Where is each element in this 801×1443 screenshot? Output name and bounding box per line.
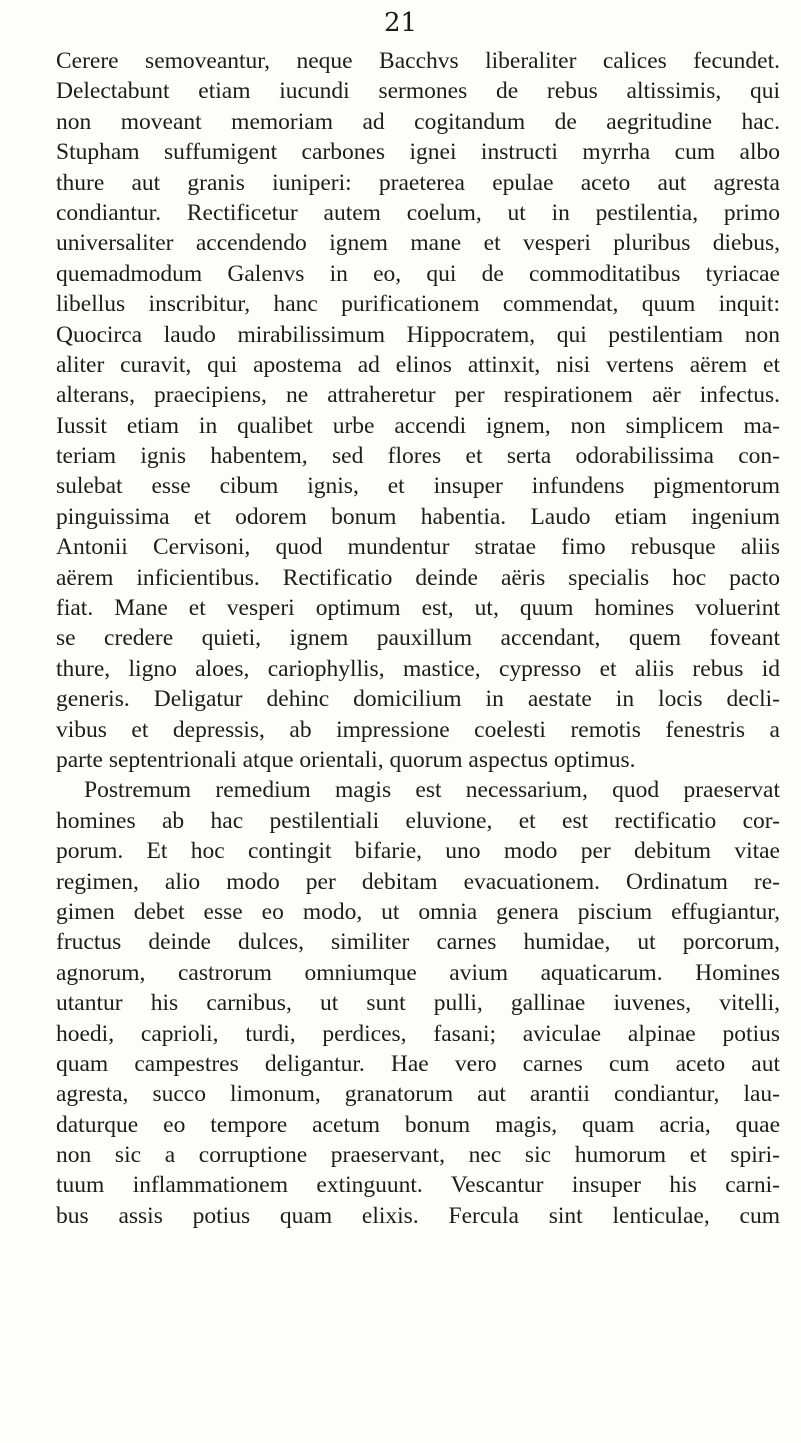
- text-line: condiantur. Rectificetur autem coelum, ut in pestilentia, primo: [56, 199, 780, 226]
- text-line: porum. Et hoc contingit bifarie, uno modo per debitum vitae: [56, 838, 780, 865]
- text-line: regimen, alio modo per debitam evacuationem. Ordinatum re-: [56, 868, 780, 895]
- text-line: utantur his carnibus, ut sunt pulli, gallinae iuvenes, vitelli,: [56, 990, 780, 1017]
- text-line: Postremum remedium magis est necessarium, quod praeservat: [84, 777, 780, 804]
- text-line: libellus inscribitur, hanc purificationem commendat, quum inquit:: [56, 291, 780, 318]
- text-line: agresta, succo limonum, granatorum aut arantii condiantur, lau-: [56, 1081, 780, 1108]
- text-line: Delectabunt etiam iucundi sermones de rebus altissimis, qui: [56, 78, 780, 105]
- text-line: hoedi, caprioli, turdi, perdices, fasani; aviculae alpinae potius: [56, 1020, 780, 1047]
- page-number: 21: [383, 8, 418, 38]
- text-line: quemadmodum Galenvs in eo, qui de commoditatibus tyriacae: [56, 260, 780, 287]
- text-line: non moveant memoriam ad cogitandum de aegritudine hac.: [56, 108, 780, 135]
- text-line: fructus deinde dulces, similiter carnes humidae, ut porcorum,: [56, 929, 780, 956]
- text-line: thure, ligno aloes, cariophyllis, mastice, cypresso et aliis rebus id: [56, 655, 780, 682]
- text-line: agnorum, castrorum omniumque avium aquaticarum. Homines: [56, 959, 780, 986]
- text-line: alterans, praecipiens, ne attraheretur per respirationem aër infectus.: [56, 382, 780, 409]
- body-text: [56, 46, 780, 1231]
- text-line: daturque eo tempore acetum bonum magis, quam acria, quae: [56, 1111, 780, 1138]
- text-line: Cerere semoveantur, neque Bacchvs liberaliter calices fecundet.: [56, 48, 780, 74]
- text-line: Stupham suffumigent carbones ignei instructi myrrha cum albo: [56, 139, 780, 166]
- text-line: tuum inflammationem extinguunt. Vescantur insuper his carni-: [56, 1172, 780, 1199]
- text-line: parte septentrionali atque orientali, quorum aspectus optimus.: [56, 746, 636, 773]
- text-line: teriam ignis habentem, sed flores et serta odorabilissima con-: [56, 443, 780, 470]
- text-line: vibus et depressis, ab impressione coelesti remotis fenestris a: [56, 716, 780, 743]
- text-line: se credere quieti, ignem pauxillum accendant, quem foveant: [56, 625, 780, 652]
- text-line: Antonii Cervisoni, quod mundentur stratae fimo rebusque aliis: [56, 534, 780, 561]
- text-line: fiat. Mane et vesperi optimum est, ut, quum homines voluerint: [56, 595, 780, 622]
- text-line: non sic a corruptione praeservant, nec sic humorum et spiri-: [56, 1142, 780, 1169]
- text-line: gimen debet esse eo modo, ut omnia genera piscium effugiantur,: [56, 898, 780, 925]
- text-line: pinguissima et odorem bonum habentia. Laudo etiam ingenium: [56, 503, 780, 530]
- text-line: Iussit etiam in qualibet urbe accendi ignem, non simplicem ma-: [56, 412, 780, 439]
- text-line: thure aut granis iuniperi: praeterea epulae aceto aut agresta: [56, 169, 780, 196]
- text-line: sulebat esse cibum ignis, et insuper infundens pigmentorum: [56, 473, 780, 500]
- text-line: quam campestres deligantur. Hae vero carnes cum aceto aut: [56, 1050, 780, 1077]
- text-line: aërem inficientibus. Rectificatio deinde aëris specialis hoc pacto: [56, 564, 780, 591]
- text-line: Quocirca laudo mirabilissimum Hippocratem, qui pestilentiam non: [56, 321, 780, 348]
- text-line: homines ab hac pestilentiali eluvione, et est rectificatio cor-: [56, 807, 780, 834]
- text-line: generis. Deligatur dehinc domicilium in aestate in locis decli-: [56, 686, 780, 713]
- text-line: bus assis potius quam elixis. Fercula sint lenticulae, cum: [56, 1202, 780, 1229]
- text-line: aliter curavit, qui apostema ad elinos attinxit, nisi vertens aërem et: [56, 351, 780, 378]
- text-line: universaliter accendendo ignem mane et vesperi pluribus diebus,: [56, 230, 780, 257]
